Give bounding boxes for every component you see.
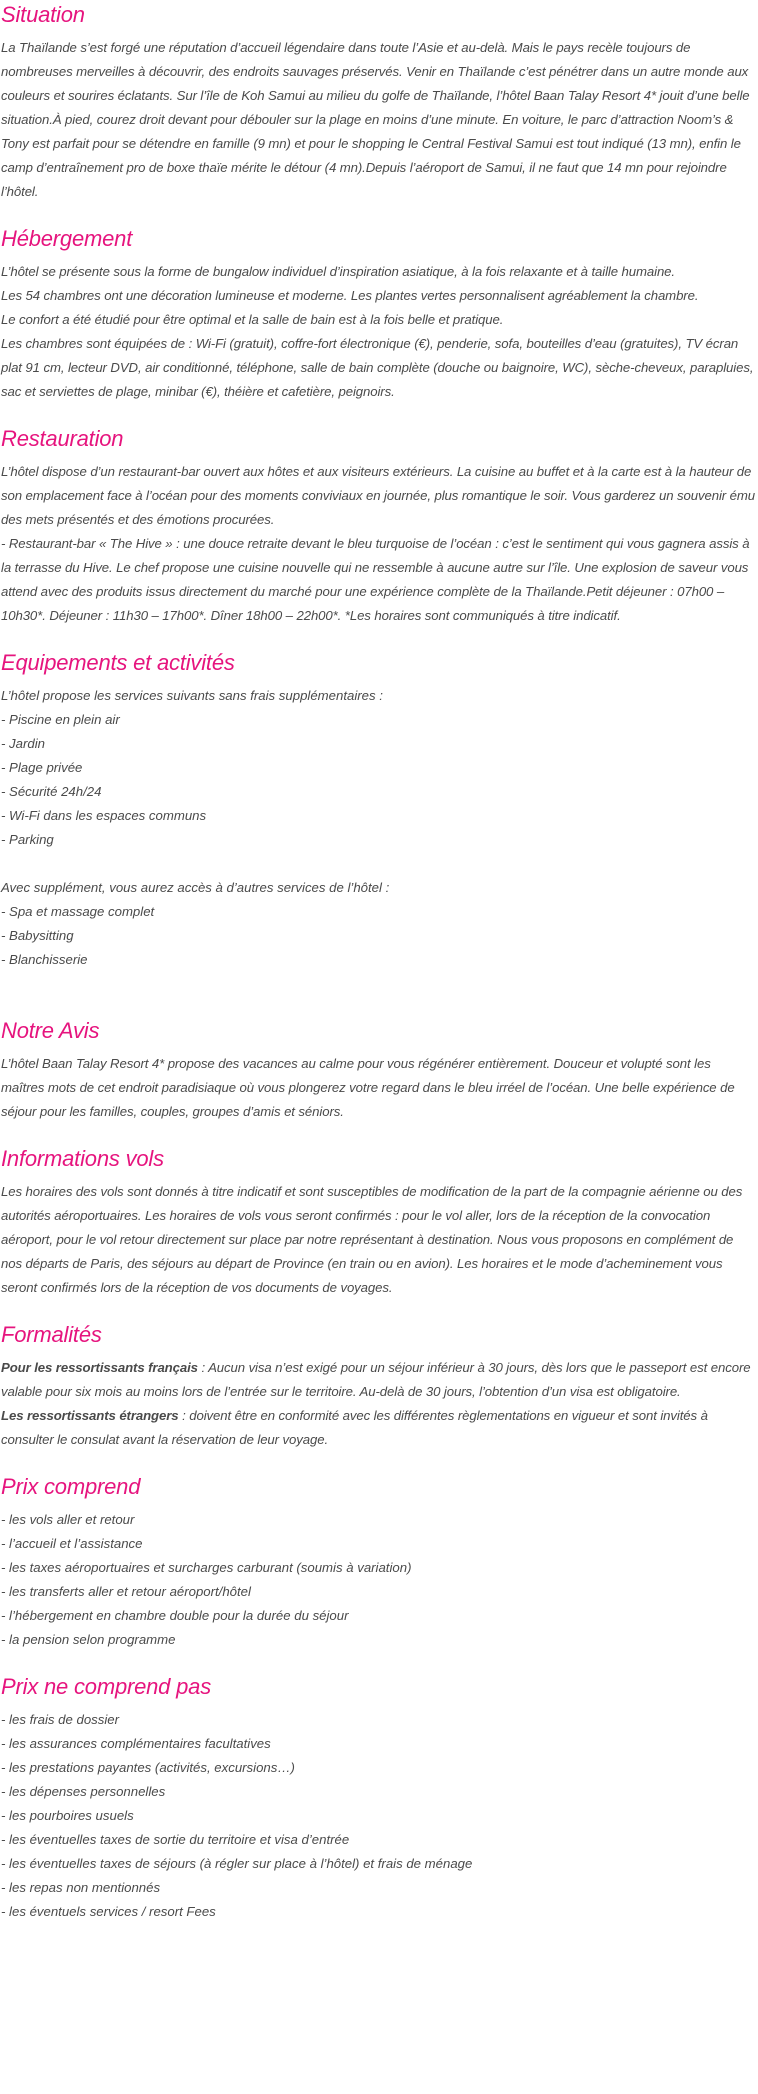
list-item: - les repas non mentionnés xyxy=(1,1880,161,1895)
list-item: - les éventuelles taxes de séjours (à régler sur place à l’hôtel) et frais de ménage xyxy=(1,1856,473,1871)
list-item: - les taxes aéroportuaires et surcharges carburant (soumis à variation) xyxy=(1,1560,412,1575)
section-title-restauration: Restauration xyxy=(1,426,124,451)
section-restauration xyxy=(1,424,757,628)
list-item: - les vols aller et retour xyxy=(1,1512,135,1527)
equipements-intro: L’hôtel propose les services suivants sans frais supplémentaires : xyxy=(1,688,383,703)
hebergement-paragraph: L’hôtel se présente sous la forme de bungalow individuel d’inspiration asiatique, à la fois relaxante et à taille humaine. xyxy=(1,264,675,279)
list-item: - les éventuelles taxes de sortie du territoire et visa d’entrée xyxy=(1,1832,350,1847)
situation-text: La Thaïlande s’est forgé une réputation d’accueil légendaire dans toute l’Asie et au-delà. Mais le pays recèle toujours de nombreuses merveilles à découvrir, des endroits sauvages préservés. Venir en Thaïlande c’est pénétrer dans un autre monde aux couleurs et sourires éclatants. Sur l’île de Koh Samui au milieu du golfe de Thaïlande, l’hôtel Baan Talay Resort 4* jouit d’une belle situation.À pied, courez droit devant pour débouler sur la plage en moins d’une minute. En voiture, le parc d’attraction Noom’s & Tony est parfait pour se détendre en famille (9 mn) et pour le shopping le Central Festival Samui est tout indiqué (13 mn), enfin le camp d’entraînement pro de boxe thaïe mérite le détour (4 mn).Depuis l’aéroport de Samui, il ne faut que 14 mn pour rejoindre l’hôtel. xyxy=(1,40,750,199)
list-item: - les transferts aller et retour aéroport/hôtel xyxy=(1,1584,251,1599)
formalites-francais-label: Pour les ressortissants français xyxy=(1,1360,198,1375)
hebergement-paragraph: Le confort a été étudié pour être optimal et la salle de bain est à la fois belle et pratique. xyxy=(1,312,504,327)
formalites-francais-text: : Aucun visa n’est exigé pour un séjour inférieur à 30 jours, dès lors que le passeport est encore valable pour six mois au moins lors de l’entrée sur le territoire. Au-delà de 30 jours, l’obtention d’un visa est obligatoire. xyxy=(1,1360,751,1399)
list-item: - Wi-Fi dans les espaces communs xyxy=(1,808,207,823)
list-item: - les prestations payantes (activités, excursions…) xyxy=(1,1760,295,1775)
restauration-paragraph: - Restaurant-bar « The Hive » : une douce retraite devant le bleu turquoise de l’océan : c’est le sentiment qui vous gagnera assis à la terrasse du Hive. Le chef propose une cuisine nouvelle qui ne ressemble à aucune autre sur l’île. Une explosion de saveur vous attend avec des produits issus directement du marché pour une expérience complète de la Thaïlande.Petit déjeuner : 07h00 – 10h30*. Déjeuner : 11h30 – 17h00*. Dîner 18h00 – 22h00*. *Les horaires sont communiqués à titre indicatif. xyxy=(1,536,750,623)
list-item: - Sécurité 24h/24 xyxy=(1,784,102,799)
list-item: - Plage privée xyxy=(1,760,83,775)
restauration-paragraph: L’hôtel dispose d’un restaurant-bar ouvert aux hôtes et aux visiteurs extérieurs. La cuisine au buffet et à la carte est à la hauteur de son emplacement face à l’océan pour des moments conviviaux en journée, plus romantique le soir. Vous garderez un souvenir ému des mets présentés et des émotions procurées. xyxy=(1,464,756,527)
vols-text: Les horaires des vols sont donnés à titre indicatif et sont susceptibles de modification de la part de la compagnie aérienne ou des autorités aéroportuaires. Les horaires de vols vous seront confirmés : pour le vol aller, lors de la réception de la convocation aéroport, pour le vol retour directement sur place par notre représentant à destination. Nous vous proposons en complément de nos départs de Paris, des séjours au départ de Province (en train ou en avion). Les horaires et le mode d’acheminement vous seront confirmés lors de la réception de vos documents de voyages. xyxy=(1,1184,743,1295)
hebergement-paragraph: Les 54 chambres ont une décoration lumineuse et moderne. Les plantes vertes personnalisent agréablement la chambre. xyxy=(1,288,699,303)
hebergement-paragraph: Les chambres sont équipées de : Wi-Fi (gratuit), coffre-fort électronique (€), penderie, sofa, bouteilles d’eau (gratuites), TV écran plat 91 cm, lecteur DVD, air conditionné, téléphone, salle de bain complète (douche ou baignoire, WC), sèche-cheveux, parapluies, sac et serviettes de plage, minibar (€), théière et cafetière, peignoirs. xyxy=(1,336,754,399)
formalites-etrangers-label: Les ressortissants étrangers xyxy=(1,1408,179,1423)
list-item: - l’accueil et l’assistance xyxy=(1,1536,143,1551)
list-item: - Spa et massage complet xyxy=(1,904,155,919)
list-item: - les éventuels services / resort Fees xyxy=(1,1904,216,1919)
list-item: - Piscine en plein air xyxy=(1,712,120,727)
section-situation xyxy=(1,0,757,204)
list-item: - Blanchisserie xyxy=(1,952,88,967)
section-avis xyxy=(1,1016,757,1124)
section-equipements xyxy=(1,648,757,972)
section-vols xyxy=(1,1144,757,1300)
spacer xyxy=(1,852,757,876)
section-title-prix-ne-comprend: Prix ne comprend pas xyxy=(1,1674,211,1699)
list-item: - les dépenses personnelles xyxy=(1,1784,166,1799)
list-item: - les assurances complémentaires facultatives xyxy=(1,1736,271,1751)
list-item: - Jardin xyxy=(1,736,45,751)
equipements-paid-intro: Avec supplément, vous aurez accès à d’autres services de l’hôtel : xyxy=(1,880,390,895)
list-item: - l’hébergement en chambre double pour la durée du séjour xyxy=(1,1608,349,1623)
list-item: - Parking xyxy=(1,832,54,847)
list-item: - les pourboires usuels xyxy=(1,1808,134,1823)
section-title-avis: Notre Avis xyxy=(1,1018,100,1043)
list-item: - la pension selon programme xyxy=(1,1632,176,1647)
list-item: - les frais de dossier xyxy=(1,1712,119,1727)
section-formalites xyxy=(1,1320,757,1452)
section-title-equipements: Equipements et activités xyxy=(1,650,235,675)
section-title-prix-comprend: Prix comprend xyxy=(1,1474,141,1499)
section-title-situation: Situation xyxy=(1,2,85,27)
section-title-formalites: Formalités xyxy=(1,1322,102,1347)
formalites-etrangers-text: : doivent être en conformité avec les différentes règlementations en vigueur et sont invités à consulter le consulat avant la réservation de leur voyage. xyxy=(1,1408,708,1447)
section-hebergement xyxy=(1,224,757,404)
formalites-francais xyxy=(1,1356,757,1404)
avis-text: L’hôtel Baan Talay Resort 4* propose des vacances au calme pour vous régénérer entièrement. Douceur et volupté sont les maîtres mots de cet endroit paradisiaque où vous plongerez votre regard dans le bleu irréel de l’océan. Une belle expérience de séjour pour les familles, couples, groupes d’amis et séniors. xyxy=(1,1056,735,1119)
section-title-vols: Informations vols xyxy=(1,1146,164,1171)
list-item: - Babysitting xyxy=(1,928,74,943)
section-title-hebergement: Hébergement xyxy=(1,226,133,251)
section-prix-comprend xyxy=(1,1472,757,1652)
section-prix-ne-comprend xyxy=(1,1672,757,1924)
formalites-etrangers xyxy=(1,1404,757,1452)
